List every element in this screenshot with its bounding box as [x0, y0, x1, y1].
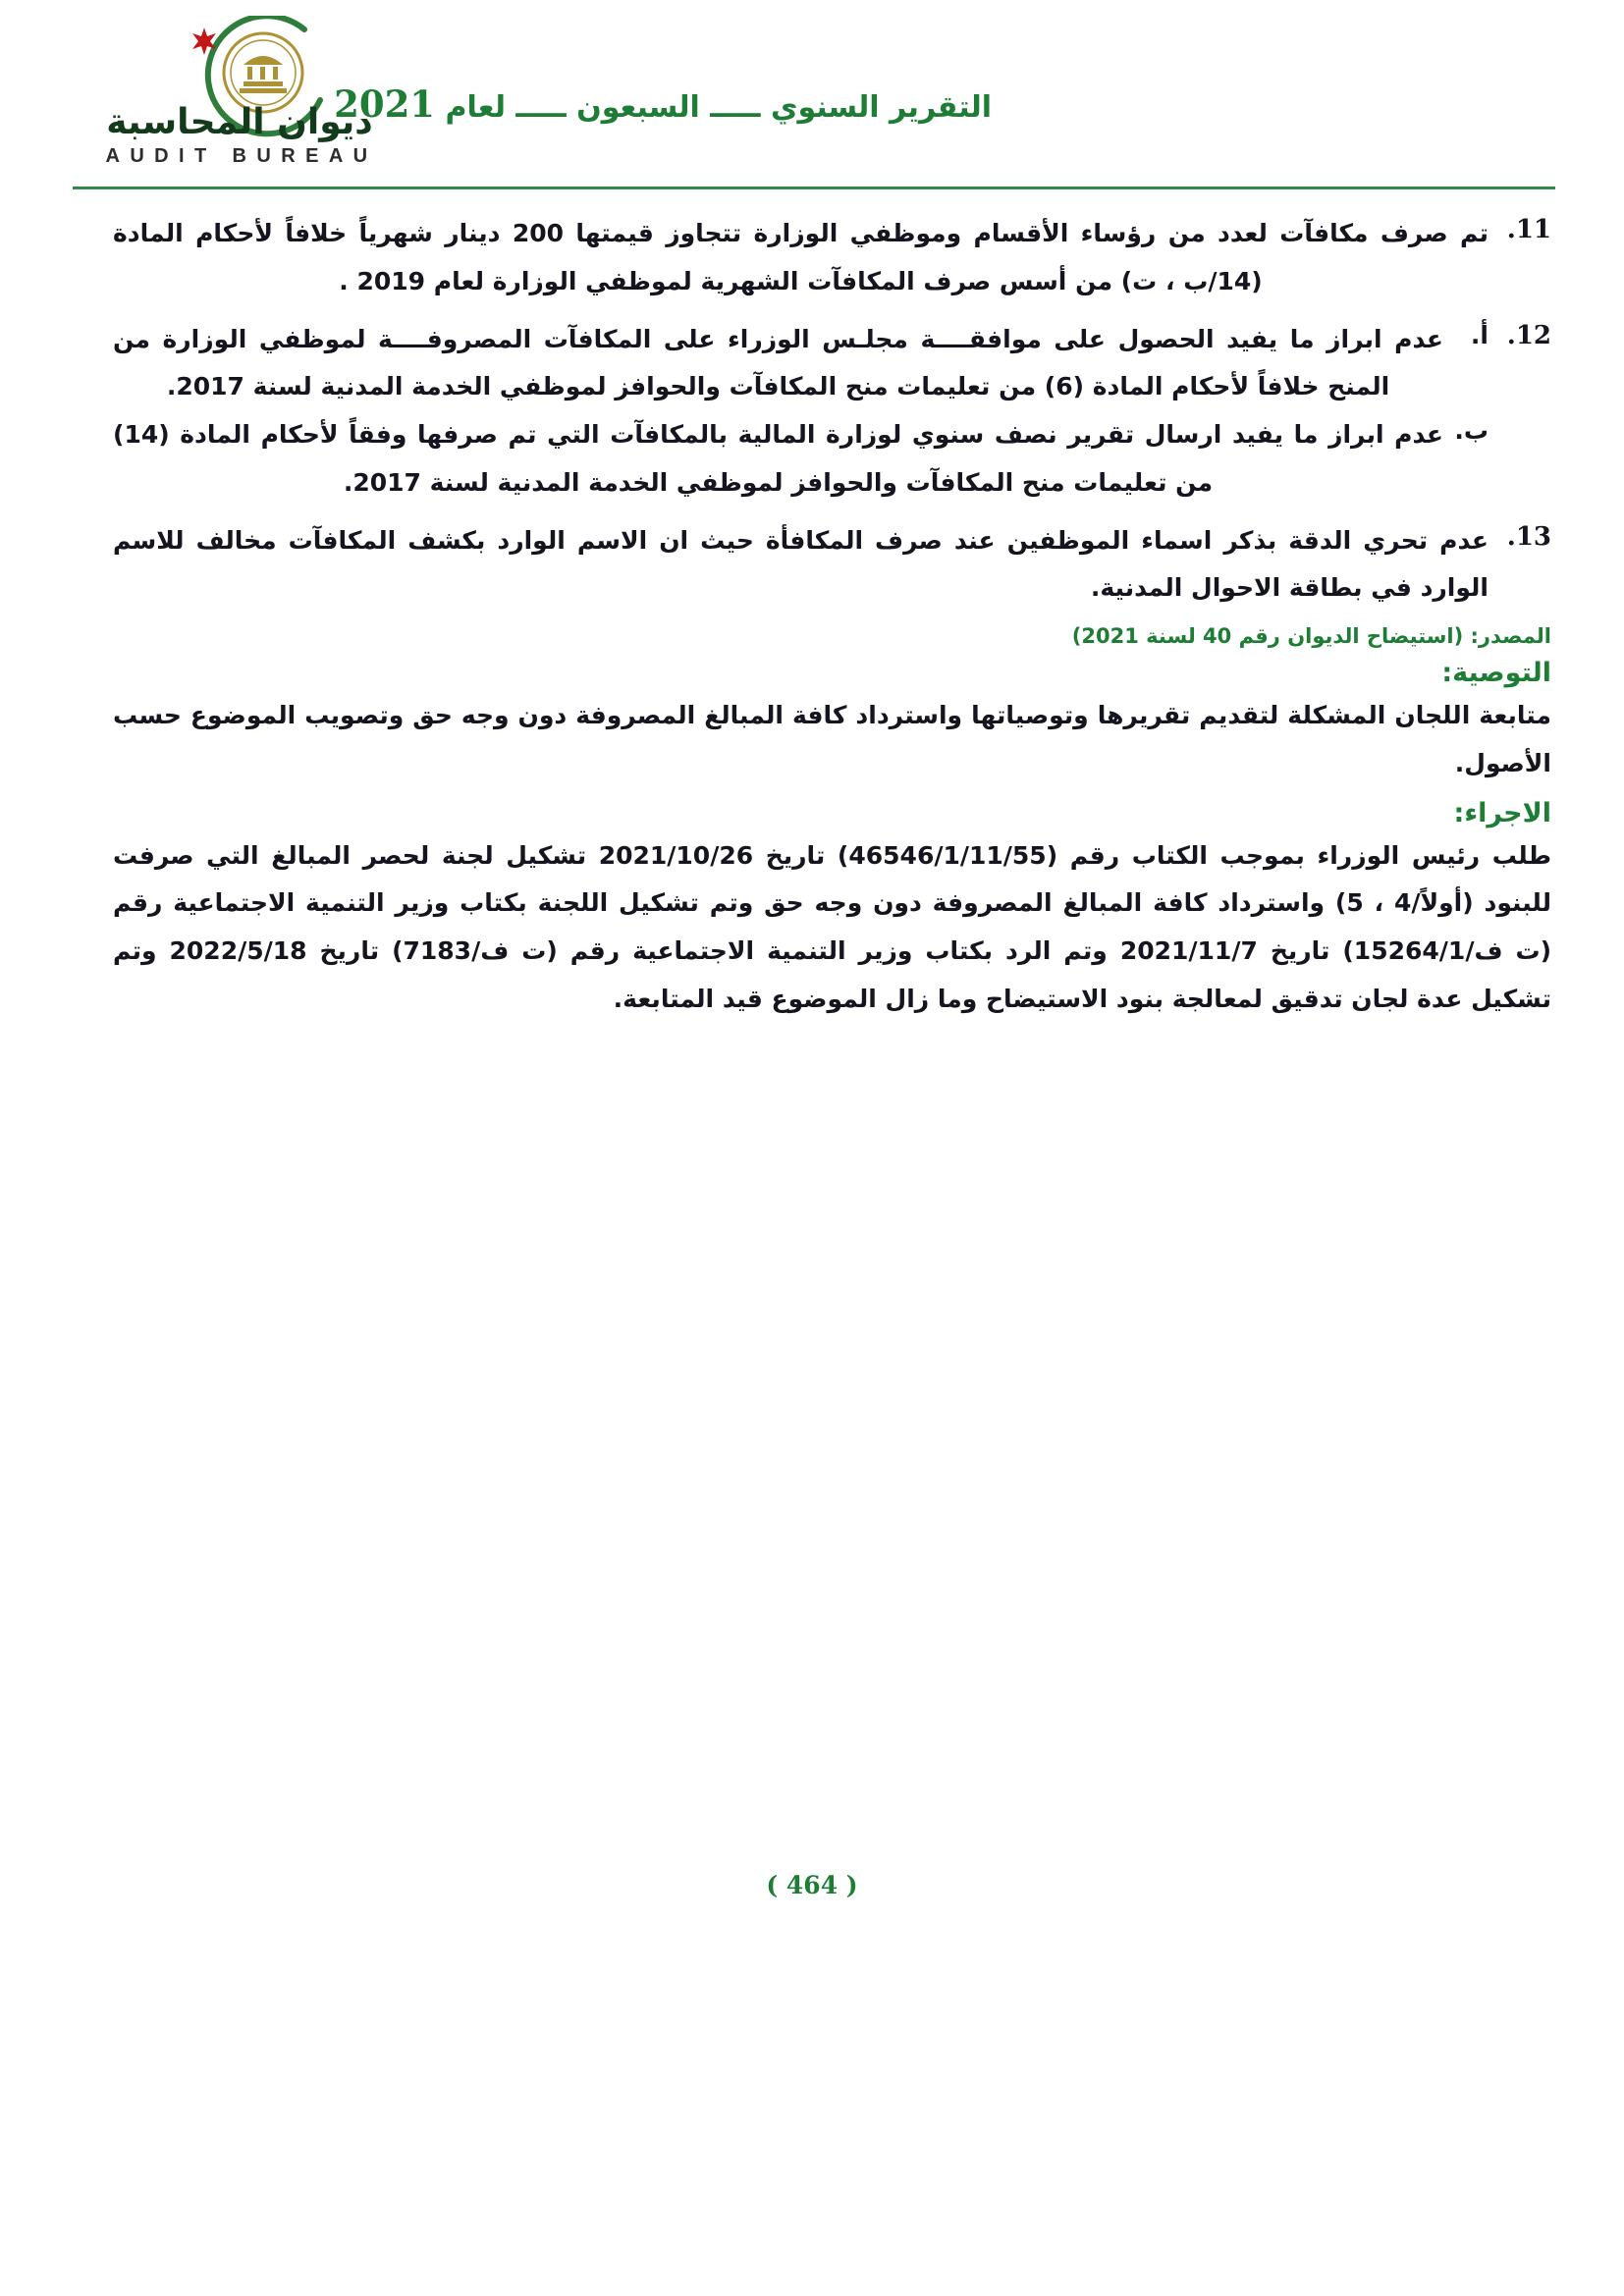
finding-sub-items: [113, 316, 1489, 507]
action-text: طلب رئيس الوزراء بموجب الكتاب رقم (46546/1/11/55) تاريخ 2021/10/26 تشكيل لجنة لحصر المبالغ التي صرفت للبنود (أولاً/4 ، 5) واسترداد كافة المبالغ المصروفة دون وجه حق وتم تشكيل اللجنة بكتاب وزير التنمية الاجتماعية رقم (ت ف/15264/1) تاريخ 2021/11/7 وتم الرد بكتاب وزير التنمية الاجتماعية رقم (ت ف/7183) تاريخ 2022/5/18 وتم تشكيل عدة لجان تدقيق لمعالجة بنود الاستيضاح وما زال الموضوع قيد المتابعة.: [113, 840, 1552, 1013]
sub-item-letter: ب.: [1454, 416, 1489, 445]
source-line: المصدر: (استيضاح الديوان رقم 40 لسنة 2021): [1071, 624, 1551, 648]
header-divider: [73, 187, 1555, 189]
finding-number: 12.: [1506, 320, 1551, 350]
sub-item-a: [113, 316, 1489, 412]
report-body: [113, 210, 1551, 1024]
finding-text: تم صرف مكافآت لعدد من رؤساء الأقسام وموظفي الوزارة تتجاوز قيمتها 200 دينار شهرياً خلافاً لأحكام المادة (14/ب ، ت) من أسس صرف المكافآت الشهرية لموظفي الوزارة لعام 2019 .: [113, 219, 1489, 295]
recommendation-text: متابعة اللجان المشكلة لتقديم تقريرها وتوصياتها واسترداد كافة المبالغ المصروفة دون وجه حق وتصويب الموضوع حسب الأصول.: [113, 701, 1551, 777]
sub-item-letter: أ.: [1470, 320, 1489, 349]
sub-item-text: عدم ابراز ما يفيد ارسال تقرير نصف سنوي لوزارة المالية بالمكافآت التي تم صرفها وفقاً لأحكام المادة (14) من تعليمات منح المكافآت والحوافز لموظفي الخدمة المدنية لسنة 2017.: [113, 420, 1443, 497]
finding-number: 11.: [1506, 215, 1551, 244]
sub-item-b: [113, 411, 1489, 507]
sub-item-text: عدم ابراز ما يفيد الحصول على موافقــــة مجلـس الوزراء على المكافآت المصروفــــة لموظفي الوزارة من المنح خلافاً لأحكام المادة (6) من تعليمات منح المكافآت والحوافز لموظفي الخدمة المدنية لسنة 2017.: [113, 324, 1443, 401]
finding-number: 13.: [1506, 521, 1551, 552]
report-title-text: التقرير السنوي ـــــ السبعون ـــــ لعام: [445, 90, 992, 125]
logo-arabic-name: ديوان المحاسبة: [106, 102, 373, 142]
finding-item-11: [113, 210, 1551, 306]
report-title: [334, 82, 992, 126]
logo-english-name: AUDIT BUREAU: [105, 145, 378, 167]
finding-text: عدم تحري الدقة بذكر اسماء الموظفين عند صرف المكافأة حيث ان الاسم الوارد بكشف المكافآت مخالف للاسم الوارد في بطاقة الاحوال المدنية.: [113, 525, 1489, 603]
recommendation-heading: التوصية:: [1441, 658, 1551, 688]
finding-item-12: [113, 316, 1551, 507]
page-footer: [0, 1871, 1624, 1899]
report-title-year: 2021: [334, 82, 436, 126]
finding-item-13: [113, 517, 1551, 614]
action-heading: الاجراء:: [1453, 797, 1551, 828]
audit-bureau-emblem-icon: [96, 16, 383, 145]
page-number: ( 464 ): [766, 1871, 858, 1899]
